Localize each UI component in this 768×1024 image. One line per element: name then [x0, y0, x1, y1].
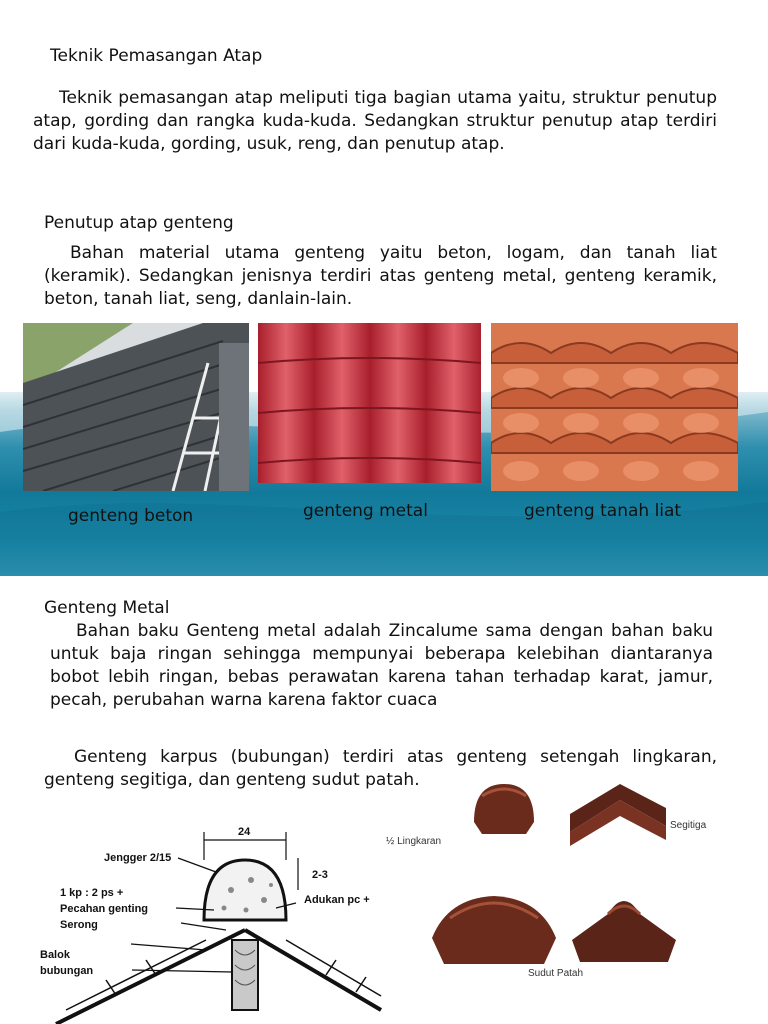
- paragraph-teknik: Teknik pemasangan atap meliputi tiga bagian utama yaitu, struktur penutup atap, gording dan rangka kuda-kuda. Sedangkan struktur penutup atap terdiri dari kuda-kuda, gording, usuk, reng, dan penutup atap.: [33, 88, 717, 154]
- label-half-round: ½ Lingkaran: [386, 836, 442, 847]
- serong-label: Serong: [60, 919, 98, 931]
- section-title-penutup: Penutup atap genteng: [44, 213, 234, 233]
- pecahan-genting-label: Pecahan genting: [60, 903, 149, 915]
- ridge-diagram: [36, 800, 386, 1024]
- image-karpus-sudut-patah-2: [568, 884, 680, 968]
- image-karpus-sudut-patah-1: [428, 888, 560, 968]
- photo-genteng-metal: [258, 323, 481, 483]
- jengger-label: Jengger 2/15: [104, 852, 172, 864]
- caption-genteng-beton: genteng beton: [68, 506, 194, 526]
- mix-ratio-label: 1 kp : 2 ps +: [60, 887, 124, 899]
- adukan-label: Adukan pc +: [304, 894, 370, 906]
- image-karpus-half-round: [468, 776, 540, 838]
- paragraph-genteng-metal: Bahan baku Genteng metal adalah Zincalume sama dengan bahan baku untuk baja ringan sehingga mempunyai beberapa kelebihan diantaranya bobot lebih ringan, bebas perawatan karena tahan terhadap karat, jamur, pecah, perubahan warna karena faktor cuaca: [50, 621, 713, 710]
- bubungan-label: bubungan: [40, 965, 94, 977]
- section-title-teknik: Teknik Pemasangan Atap: [50, 46, 263, 66]
- photo-genteng-tanah-liat: [491, 323, 738, 491]
- paragraph-karpus: Genteng karpus (bubungan) terdiri atas genteng setengah lingkaran, genteng segitiga, dan genteng sudut patah.: [44, 747, 717, 790]
- caption-genteng-tanah-liat: genteng tanah liat: [524, 501, 682, 521]
- dim-2-3-label: 2-3: [312, 869, 328, 881]
- dim-24-label: 24: [238, 826, 251, 838]
- photo-genteng-beton: [23, 323, 249, 491]
- paragraph-penutup: Bahan material utama genteng yaitu beton, logam, dan tanah liat (keramik). Sedangkan jenisnya terdiri atas genteng metal, genteng keramik, beton, tanah liat, seng, danlain-lain.: [44, 243, 717, 309]
- caption-genteng-metal: genteng metal: [303, 501, 428, 521]
- label-sudut-patah: Sudut Patah: [528, 968, 584, 979]
- section-title-genteng-metal: Genteng Metal: [44, 598, 170, 618]
- label-segitiga: Segitiga: [670, 820, 707, 831]
- balok-label: Balok: [40, 949, 70, 961]
- image-karpus-segitiga: [566, 778, 670, 848]
